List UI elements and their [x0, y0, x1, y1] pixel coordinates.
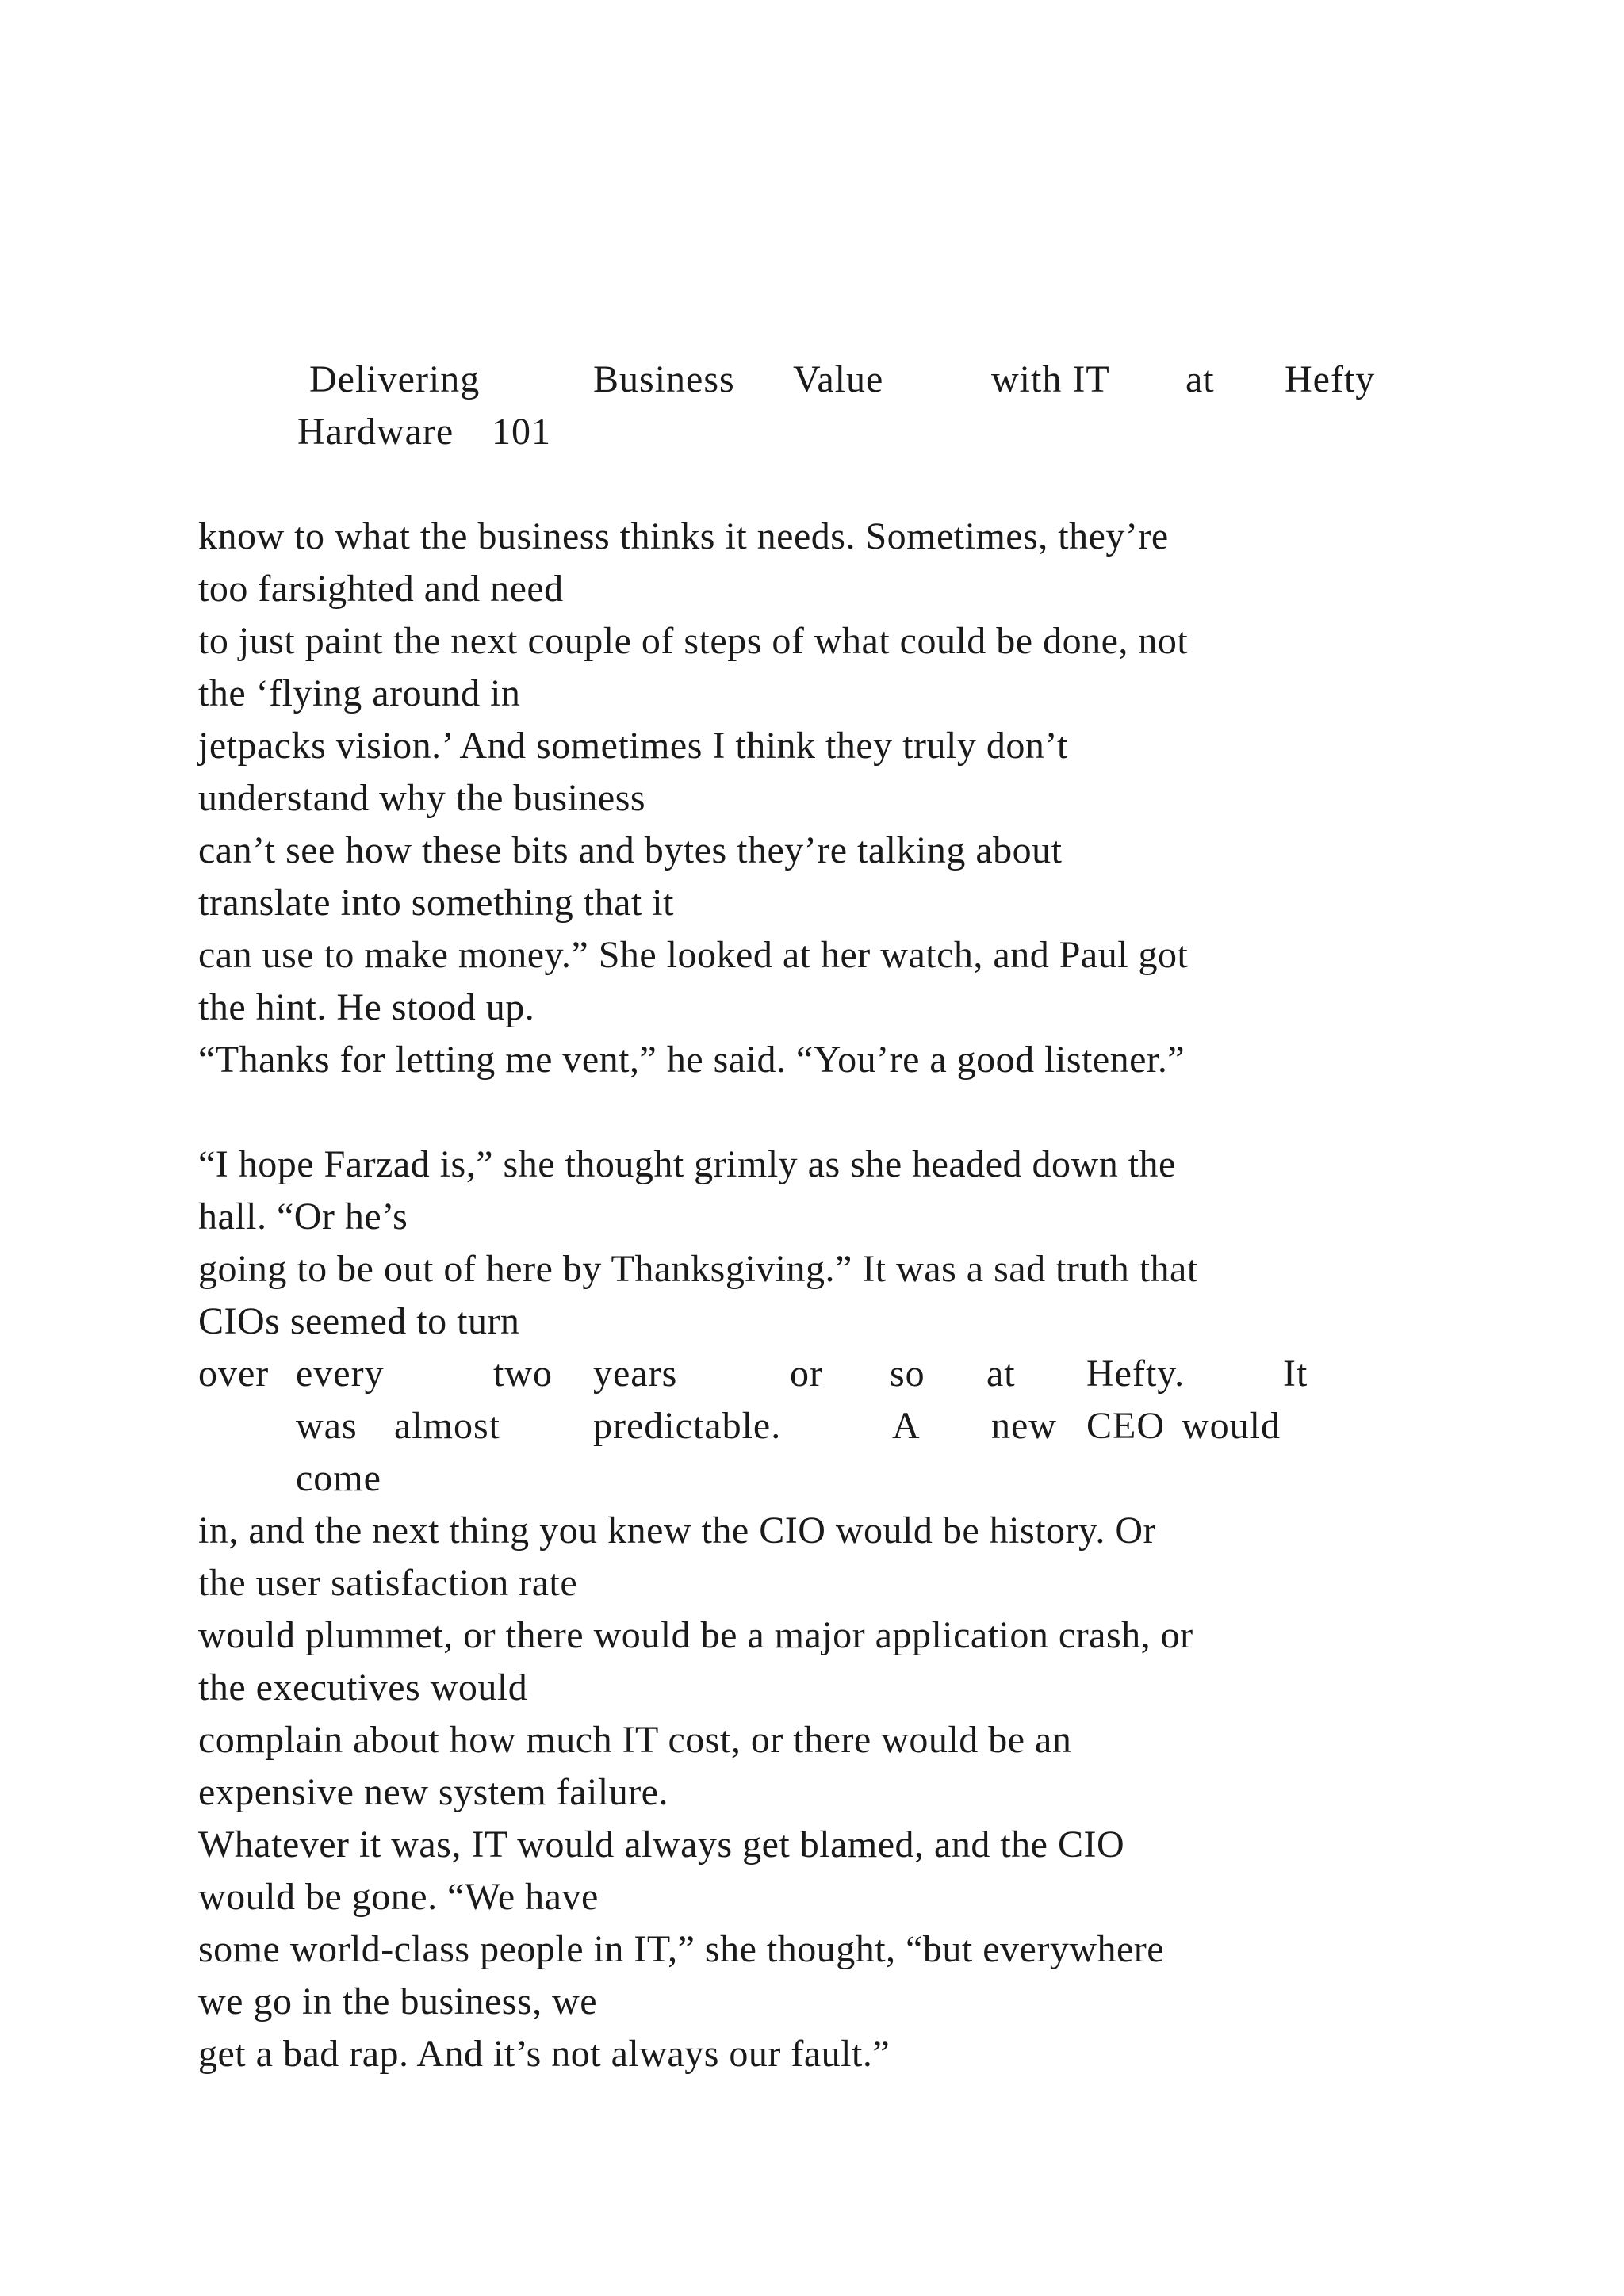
text-line: the hint. He stood up.: [198, 986, 535, 1028]
spaced-word: predictable.: [593, 1405, 782, 1447]
spaced-word: new: [991, 1405, 1057, 1447]
text-line: we go in the business, we: [198, 1980, 598, 2022]
spaced-word: so: [890, 1353, 925, 1395]
spaced-word: It: [1283, 1353, 1308, 1395]
text-line: get a bad rap. And it’s not always our fault.”: [198, 2033, 891, 2075]
text-line: understand why the business: [198, 777, 646, 819]
spaced-word: or: [790, 1353, 823, 1395]
spaced-word: CEO: [1086, 1405, 1165, 1447]
text-line: “I hope Farzad is,” she thought grimly as she headed down the: [198, 1143, 1176, 1185]
text-line: complain about how much IT cost, or there would be an: [198, 1719, 1072, 1761]
spaced-word: over: [198, 1353, 270, 1395]
text-line: “Thanks for letting me vent,” he said. “You’re a good listener.”: [198, 1039, 1185, 1081]
header-word: Delivering: [309, 358, 481, 400]
text-line: some world-class people in IT,” she thought, “but everywhere: [198, 1928, 1165, 1970]
spaced-word: come: [296, 1457, 381, 1499]
spaced-word: would: [1182, 1405, 1281, 1447]
text-line: Whatever it was, IT would always get blamed, and the CIO: [198, 1823, 1125, 1866]
spaced-word: almost: [394, 1405, 500, 1447]
header-word: Value: [793, 358, 884, 400]
spaced-word: years: [593, 1353, 678, 1395]
text-line: would plummet, or there would be a major application crash, or: [198, 1614, 1193, 1656]
text-line: CIOs seemed to turn: [198, 1300, 520, 1342]
spaced-word: Hefty.: [1086, 1353, 1185, 1395]
text-line: in, and the next thing you knew the CIO would be history. Or: [198, 1510, 1157, 1552]
text-line: the executives would: [198, 1667, 528, 1709]
text-line: the ‘flying around in: [198, 672, 521, 714]
text-line: jetpacks vision.’ And sometimes I think they truly don’t: [198, 725, 1068, 767]
text-line: too farsighted and need: [198, 568, 564, 610]
header-word: with IT: [991, 358, 1110, 400]
text-line: going to be out of here by Thanksgiving.” It was a sad truth that: [198, 1248, 1198, 1290]
spaced-word: every: [296, 1353, 385, 1395]
text-line: can use to make money.” She looked at her watch, and Paul got: [198, 934, 1189, 976]
text-line: know to what the business thinks it needs. Sometimes, they’re: [198, 515, 1169, 557]
text-line: hall. “Or he’s: [198, 1196, 408, 1238]
text-line: can’t see how these bits and bytes they’re talking about: [198, 829, 1063, 871]
spaced-word: two: [493, 1353, 553, 1395]
spaced-word: at: [986, 1353, 1016, 1395]
header-word: Business: [593, 358, 735, 400]
header-word: 101: [492, 411, 551, 453]
header-word: at: [1185, 358, 1215, 400]
header-word: Hefty: [1285, 358, 1376, 400]
text-line: translate into something that it: [198, 882, 674, 924]
spaced-word: was: [296, 1405, 358, 1447]
text-line: expensive new system failure.: [198, 1771, 668, 1813]
header-word: Hardware: [297, 411, 454, 453]
text-line: to just paint the next couple of steps of what could be done, not: [198, 620, 1189, 662]
text-line: the user satisfaction rate: [198, 1562, 578, 1604]
text-line: would be gone. “We have: [198, 1876, 599, 1918]
spaced-word: A: [892, 1405, 921, 1447]
